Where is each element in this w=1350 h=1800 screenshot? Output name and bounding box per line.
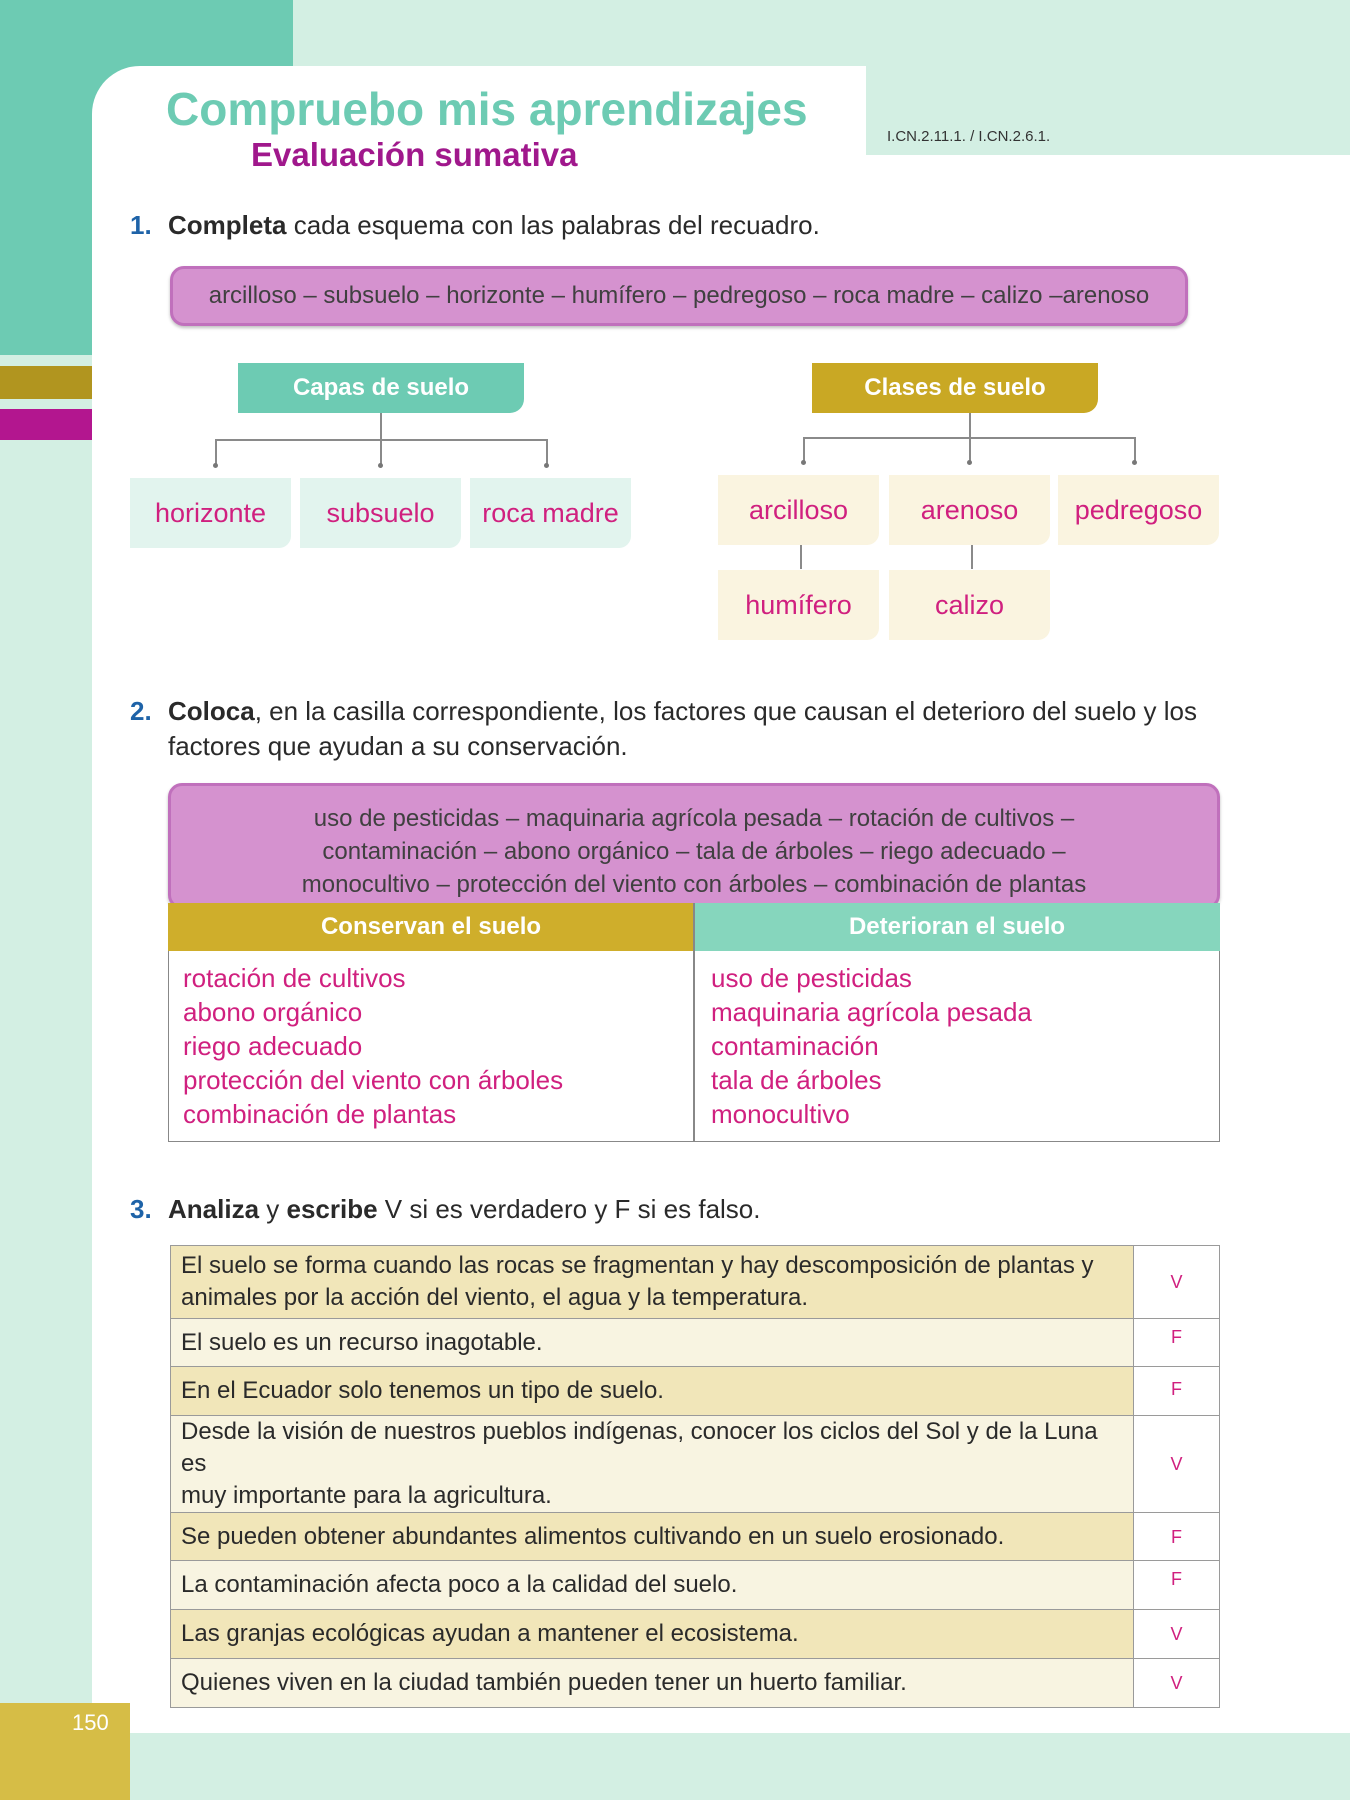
question-number: 3.	[130, 1194, 152, 1224]
statement-line: El suelo se forma cuando las rocas se fragmentan y hay descomposición de plantas y	[181, 1252, 1094, 1279]
table-row	[171, 1319, 1220, 1367]
connector-dot	[213, 463, 218, 468]
statement-line: En el Ecuador solo tenemos un tipo de suelo.	[181, 1377, 664, 1404]
question-verb: Completa	[168, 210, 287, 240]
list-item: abono orgánico	[183, 997, 363, 1027]
page-title: Compruebo mis aprendizajes	[166, 83, 808, 135]
capas-item: roca madre	[470, 478, 631, 548]
decorative-magenta-bar	[0, 409, 92, 440]
answer-cell[interactable]: V	[1134, 1416, 1220, 1513]
statement	[171, 1610, 1134, 1659]
statement-line: Se pueden obtener abundantes alimentos cultivando en un suelo erosionado.	[181, 1522, 1005, 1550]
connector-line	[800, 545, 802, 569]
word-box-1: arcilloso – subsuelo – horizonte – humífero – pedregoso – roca madre – calizo –arenoso	[170, 266, 1188, 326]
question-text: y	[259, 1194, 287, 1224]
answer-cell[interactable]: F	[1134, 1319, 1220, 1367]
answer-cell[interactable]: F	[1134, 1367, 1220, 1416]
list-item: contaminación	[711, 1031, 879, 1061]
clases-header: Clases de suelo	[812, 363, 1098, 413]
statement-line: El suelo es un recurso inagotable.	[181, 1328, 543, 1356]
answer-cell[interactable]: V	[1134, 1659, 1220, 1708]
table-row	[171, 1416, 1220, 1513]
table-row	[171, 1513, 1220, 1561]
conservan-list	[183, 961, 563, 1131]
question-verb: Analiza	[168, 1194, 260, 1224]
list-item: combinación de plantas	[183, 1099, 457, 1129]
connector-line	[803, 437, 805, 462]
question-3	[130, 1192, 1230, 1227]
page-subtitle: Evaluación sumativa	[251, 136, 578, 173]
list-item: monocultivo	[711, 1099, 850, 1129]
statement	[171, 1659, 1134, 1708]
list-item: tala de árboles	[711, 1065, 882, 1095]
table-divider	[693, 903, 695, 1142]
statement	[171, 1246, 1134, 1319]
list-item: protección del viento con árboles	[183, 1065, 564, 1095]
connector-line	[215, 439, 217, 465]
capas-item: horizonte	[130, 478, 291, 548]
true-false-table	[170, 1245, 1220, 1708]
connector-line	[1134, 437, 1136, 462]
statement	[171, 1561, 1134, 1610]
question-text: factores que ayudan a su conservación.	[168, 731, 628, 761]
word-box-line: uso de pesticidas – maquinaria agrícola pesada – rotación de cultivos –	[313, 805, 1075, 832]
table-row	[171, 1610, 1220, 1659]
connector-dot	[801, 460, 806, 465]
statement	[171, 1319, 1134, 1367]
clases-item: pedregoso	[1058, 475, 1219, 545]
table-row	[171, 1659, 1220, 1708]
connector-line	[380, 413, 382, 440]
question-text: V si es verdadero y F si es falso.	[377, 1194, 761, 1224]
list-item: rotación de cultivos	[183, 963, 406, 993]
clases-item: arenoso	[889, 475, 1050, 545]
list-item: riego adecuado	[183, 1031, 363, 1061]
question-2	[130, 694, 1230, 764]
statement-line: Las granjas ecológicas ayudan a mantener el ecosistema.	[181, 1620, 799, 1647]
deterioran-list	[711, 961, 1032, 1131]
capas-item: subsuelo	[300, 478, 461, 548]
connector-line	[380, 439, 382, 465]
word-box-2	[168, 783, 1220, 909]
statement-line: La contaminación afecta poco a la calidad del suelo.	[181, 1571, 738, 1598]
statement	[171, 1367, 1134, 1416]
connector-dot	[1132, 460, 1137, 465]
word-box-line: contaminación – abono orgánico – tala de árboles – riego adecuado –	[322, 838, 1066, 865]
question-1	[130, 208, 1230, 243]
question-number: 1.	[130, 210, 152, 240]
table-row	[171, 1367, 1220, 1416]
page-number: 150	[72, 1710, 109, 1735]
list-item: uso de pesticidas	[711, 963, 912, 993]
connector-dot	[544, 463, 549, 468]
question-text: , en la casilla correspondiente, los factores que causan el deterioro del suelo y los	[254, 696, 1198, 726]
connector-dot	[967, 460, 972, 465]
word-box-line: monocultivo – protección del viento con árboles – combinación de plantas	[301, 871, 1087, 898]
table-row	[171, 1561, 1220, 1610]
question-number: 2.	[130, 696, 152, 726]
statement-line: Quienes viven en la ciudad también pueden tener un huerto familiar.	[181, 1669, 907, 1696]
deterioran-header: Deterioran el suelo	[694, 903, 1220, 951]
connector-line	[971, 545, 973, 569]
statement-line: animales por la acción del viento, el agua y la temperatura.	[181, 1284, 809, 1311]
list-item: maquinaria agrícola pesada	[711, 997, 1032, 1027]
conservan-header: Conservan el suelo	[168, 903, 694, 951]
bottom-strip	[0, 1733, 1350, 1800]
question-verb: escribe	[286, 1194, 378, 1224]
connector-line	[969, 437, 971, 462]
question-verb: Coloca	[168, 696, 255, 726]
answer-cell[interactable]: F	[1134, 1561, 1220, 1610]
decorative-gold-bar	[0, 366, 92, 399]
clases-item: calizo	[889, 570, 1050, 640]
answer-cell[interactable]: V	[1134, 1246, 1220, 1319]
question-text: cada esquema con las palabras del recuadro.	[286, 210, 820, 240]
statement	[171, 1513, 1134, 1561]
capas-header: Capas de suelo	[238, 363, 524, 413]
indicator-code: I.CN.2.11.1. / I.CN.2.6.1.	[887, 128, 1051, 145]
statement-line: Desde la visión de nuestros pueblos indígenas, conocer los ciclos del Sol y de la Luna es	[181, 1418, 1098, 1477]
table-row	[171, 1246, 1220, 1319]
connector-dot	[378, 463, 383, 468]
clases-item: humífero	[718, 570, 879, 640]
clases-item: arcilloso	[718, 475, 879, 545]
answer-cell[interactable]: V	[1134, 1610, 1220, 1659]
connector-line	[546, 439, 548, 465]
statement-line: muy importante para la agricultura.	[181, 1482, 552, 1509]
statement	[171, 1416, 1134, 1513]
answer-cell[interactable]: F	[1134, 1513, 1220, 1561]
connector-line	[969, 413, 971, 438]
